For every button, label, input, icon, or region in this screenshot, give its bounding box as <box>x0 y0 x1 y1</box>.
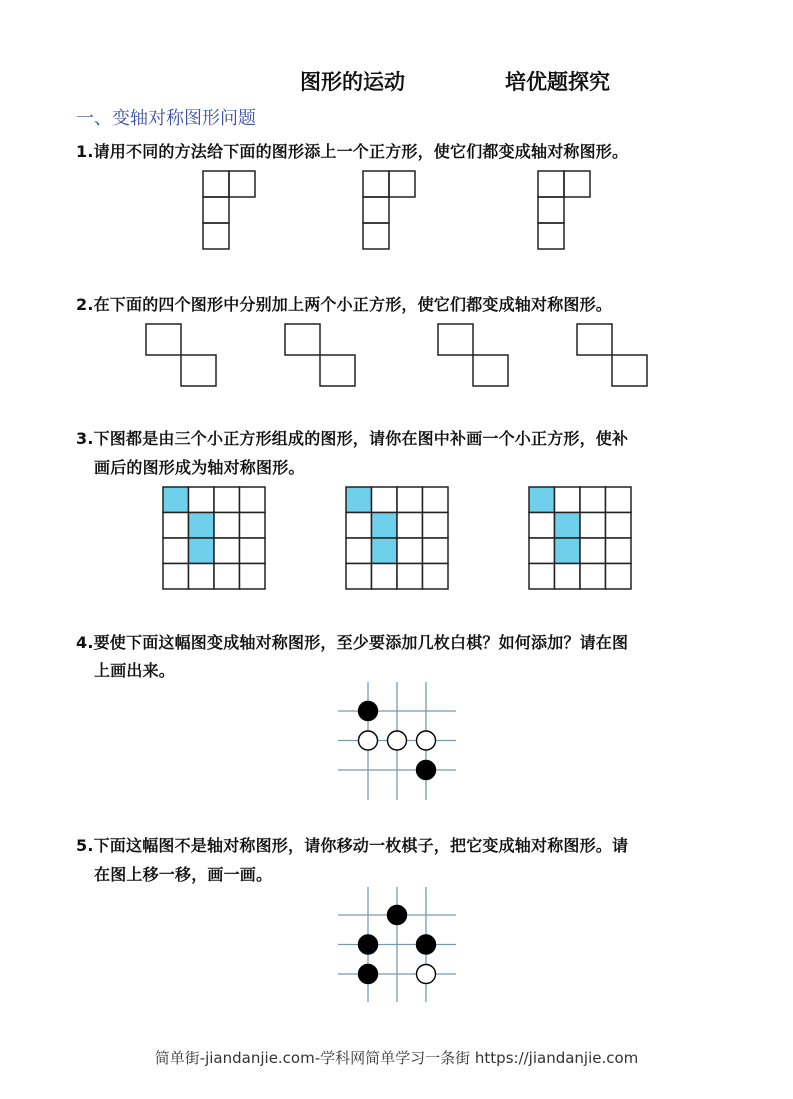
q3-cell <box>423 564 449 590</box>
q2-square <box>438 324 473 355</box>
q3-cell <box>189 487 215 513</box>
q3-filled-cell <box>189 513 215 539</box>
q1-square <box>538 197 564 223</box>
q3-filled-cell <box>163 487 189 513</box>
q3-cell <box>529 513 555 539</box>
title-right: 培优题探究 <box>505 70 610 94</box>
q3-cell <box>214 538 240 564</box>
q3-filled-cell <box>346 487 372 513</box>
q3-cell <box>580 564 606 590</box>
black-stone <box>388 906 407 925</box>
question-5-line2: 在图上移一移，画一画。 <box>94 865 273 884</box>
q1-square <box>538 171 564 197</box>
question-2: 2.在下面的四个图形中分别加上两个小正方形，使它们都变成轴对称图形。 <box>76 295 613 314</box>
q2-square <box>320 355 355 386</box>
q1-square <box>203 171 229 197</box>
black-stone <box>417 761 436 780</box>
q3-cell <box>580 487 606 513</box>
q2-square <box>285 324 320 355</box>
q3-cell <box>606 538 632 564</box>
q3-cell <box>240 564 266 590</box>
q3-cell <box>606 564 632 590</box>
q2-square <box>612 355 647 386</box>
q1-square <box>564 171 590 197</box>
q3-cell <box>529 564 555 590</box>
q1-square <box>363 223 389 249</box>
q2-square <box>473 355 508 386</box>
q3-cell <box>163 513 189 539</box>
q3-cell <box>346 538 372 564</box>
q2-square <box>146 324 181 355</box>
footer-watermark: 简单街-jiandanjie.com-学科网简单学习一条街 https://jiandanjie.com <box>154 1049 639 1067</box>
q3-cell <box>240 487 266 513</box>
q3-cell <box>163 538 189 564</box>
white-stone <box>359 731 378 750</box>
q3-cell <box>580 538 606 564</box>
q1-square <box>389 171 415 197</box>
black-stone <box>417 935 436 954</box>
q3-cell <box>606 487 632 513</box>
question-4-line2: 上画出来。 <box>94 661 176 680</box>
q3-cell <box>529 538 555 564</box>
title-left: 图形的运动 <box>300 70 405 94</box>
q3-cell <box>214 487 240 513</box>
white-stone <box>417 731 436 750</box>
q3-cell <box>163 564 189 590</box>
q3-cell <box>397 513 423 539</box>
q3-cell <box>214 564 240 590</box>
q3-cell <box>397 564 423 590</box>
question-3-line1: 3.下图都是由三个小正方形组成的图形，请你在图中补画一个小正方形，使补 <box>76 429 629 448</box>
q3-filled-cell <box>372 538 398 564</box>
q3-cell <box>397 538 423 564</box>
q3-cell <box>606 513 632 539</box>
white-stone <box>417 965 436 984</box>
q3-cell <box>372 564 398 590</box>
section-heading: 一、变轴对称图形问题 <box>76 108 256 129</box>
q3-cell <box>423 487 449 513</box>
q3-cell <box>240 513 266 539</box>
q1-square <box>229 171 255 197</box>
q3-cell <box>214 513 240 539</box>
q1-square <box>363 197 389 223</box>
q3-filled-cell <box>189 538 215 564</box>
black-stone <box>359 935 378 954</box>
q3-cell <box>580 513 606 539</box>
q3-cell <box>346 564 372 590</box>
white-stone <box>388 731 407 750</box>
q2-square <box>181 355 216 386</box>
question-5-line1: 5.下面这幅图不是轴对称图形，请你移动一枚棋子，把它变成轴对称图形。请 <box>76 836 629 855</box>
q3-filled-cell <box>372 513 398 539</box>
q3-cell <box>555 564 581 590</box>
black-stone <box>359 965 378 984</box>
q3-cell <box>372 487 398 513</box>
q3-filled-cell <box>555 538 581 564</box>
q2-square <box>577 324 612 355</box>
q1-square <box>538 223 564 249</box>
question-4-line1: 4.要使下面这幅图变成轴对称图形，至少要添加几枚白棋？如何添加？请在图 <box>76 633 629 652</box>
question-1: 1.请用不同的方法给下面的图形添上一个正方形，使它们都变成轴对称图形。 <box>76 142 629 161</box>
q3-filled-cell <box>529 487 555 513</box>
question-3-line2: 画后的图形成为轴对称图形。 <box>94 458 305 477</box>
q3-cell <box>423 538 449 564</box>
q3-cell <box>555 487 581 513</box>
q3-cell <box>240 538 266 564</box>
q1-square <box>203 197 229 223</box>
q3-cell <box>189 564 215 590</box>
q3-cell <box>423 513 449 539</box>
black-stone <box>359 702 378 721</box>
q3-filled-cell <box>555 513 581 539</box>
q3-cell <box>397 487 423 513</box>
q1-square <box>363 171 389 197</box>
q1-square <box>203 223 229 249</box>
q3-cell <box>346 513 372 539</box>
